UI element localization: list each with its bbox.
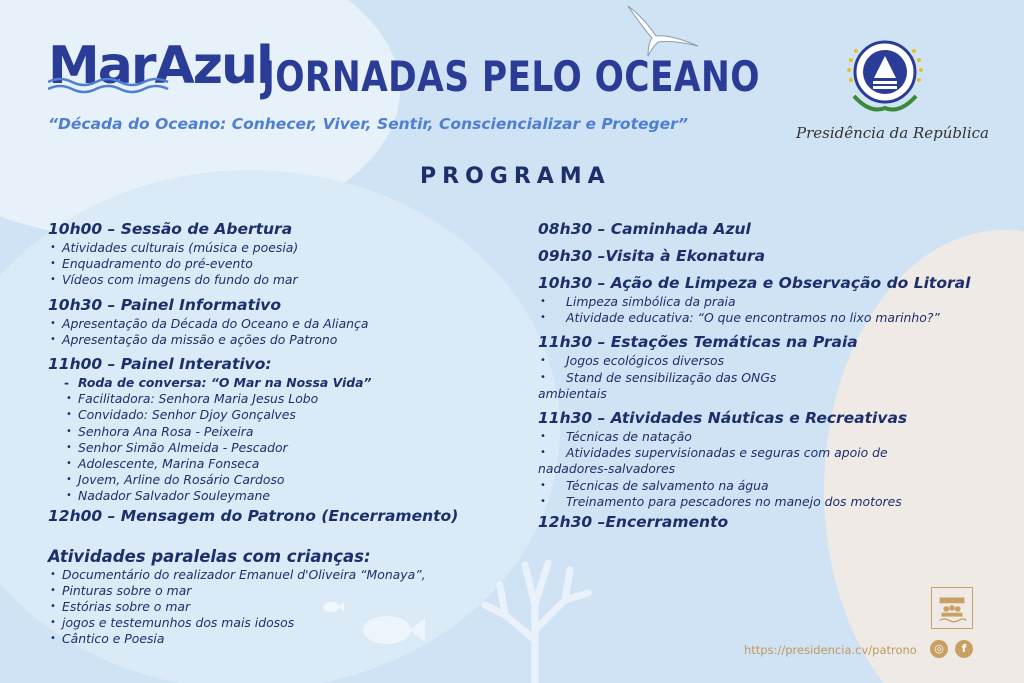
patrono-link[interactable]: https://presidencia.cv/patrono: [744, 643, 917, 657]
session-title: 11h30 – Estações Temáticas na Praia: [538, 333, 858, 352]
list-item-continuation: nadadores-salvadores: [538, 461, 676, 477]
list-item: • Treinamento para pescadores no manejo dos motores: [538, 494, 978, 510]
list-item: • Atividade educativa: “O que encontramos no lixo marinho?”: [538, 310, 978, 326]
list-item: • Jogos ecológicos diversos: [538, 353, 978, 369]
facebook-icon[interactable]: f: [955, 640, 973, 658]
session-title: 10h30 – Painel Informativo: [48, 295, 282, 314]
session-title: 08h30 – Caminhada Azul: [538, 220, 751, 238]
session-title: 12h30 –Encerramento: [538, 513, 729, 532]
list-item: • jogos e testemunhos dos mais idosos: [48, 615, 518, 631]
list-item: • Stand de sensibilização das ONGs: [538, 370, 978, 386]
session-title: 12h00 – Mensagem do Patrono (Encerramento): [48, 506, 459, 525]
list-item: • Facilitadora: Senhora Maria Jesus Lobo: [48, 391, 518, 407]
list-item: • Senhor Simão Almeida - Pescador: [48, 440, 518, 456]
list-item: • Adolescente, Marina Fonseca: [48, 456, 518, 472]
list-item: - Roda de conversa: “O Mar na Nossa Vida”: [48, 375, 518, 391]
list-item: • Apresentação da missão e ações do Patrono: [48, 332, 518, 348]
list-item: • Documentário do realizador Emanuel d'Oliveira “Monaya”,: [48, 567, 518, 583]
session-title: 10h30 – Ação de Limpeza e Observação do Litoral: [538, 274, 971, 292]
patrono-logo-icon: [931, 587, 973, 629]
session-title: 11h30 – Atividades Náuticas e Recreativas: [538, 409, 908, 428]
logo-waves-icon: [48, 74, 238, 100]
list-item: • Cântico e Poesia: [48, 631, 518, 647]
program-left-column: [48, 220, 518, 648]
session-title: 09h30 –Visita à Ekonatura: [538, 247, 766, 265]
list-item: • Atividades supervisionadas e seguras com apoio de: [538, 445, 978, 461]
instagram-icon[interactable]: ◎: [930, 640, 948, 658]
session-title: Atividades paralelas com crianças:: [48, 546, 371, 566]
institution-name: Presidência da República: [796, 124, 989, 142]
page-title: JORNADAS PELO OCEANO: [262, 52, 760, 101]
list-item: • Vídeos com imagens do fundo do mar: [48, 272, 518, 288]
list-item: • Limpeza simbólica da praia: [538, 294, 978, 310]
programa-heading: PROGRAMA: [420, 164, 611, 189]
list-item: • Apresentação da Década do Oceano e da Aliança: [48, 316, 518, 332]
session-title: 10h00 – Sessão de Abertura: [48, 220, 293, 238]
list-item: • Jovem, Arline do Rosário Cardoso: [48, 472, 518, 488]
list-item: • Nadador Salvador Souleymane: [48, 488, 518, 504]
list-item: • Técnicas de natação: [538, 429, 978, 445]
list-item: • Técnicas de salvamento na água: [538, 478, 978, 494]
list-item: • Convidado: Senhor Djoy Gonçalves: [48, 407, 518, 423]
program-right-column: [538, 220, 978, 533]
session-title: 11h00 – Painel Interativo:: [48, 355, 272, 374]
marazul-logo: MarAzul: [48, 36, 272, 96]
list-item-continuation: ambientais: [538, 385, 607, 401]
subtitle: “Década do Oceano: Conhecer, Viver, Sentir, Consciencializar e Proteger”: [48, 115, 689, 133]
list-item: • Enquadramento do pré-evento: [48, 256, 518, 272]
list-item: • Pinturas sobre o mar: [48, 583, 518, 599]
seagull-icon: [622, 4, 702, 58]
list-item: • Atividades culturais (música e poesia): [48, 240, 518, 256]
cape-verde-emblem-icon: [840, 38, 930, 118]
list-item: • Estórias sobre o mar: [48, 599, 518, 615]
list-item: • Senhora Ana Rosa - Peixeira: [48, 424, 518, 440]
